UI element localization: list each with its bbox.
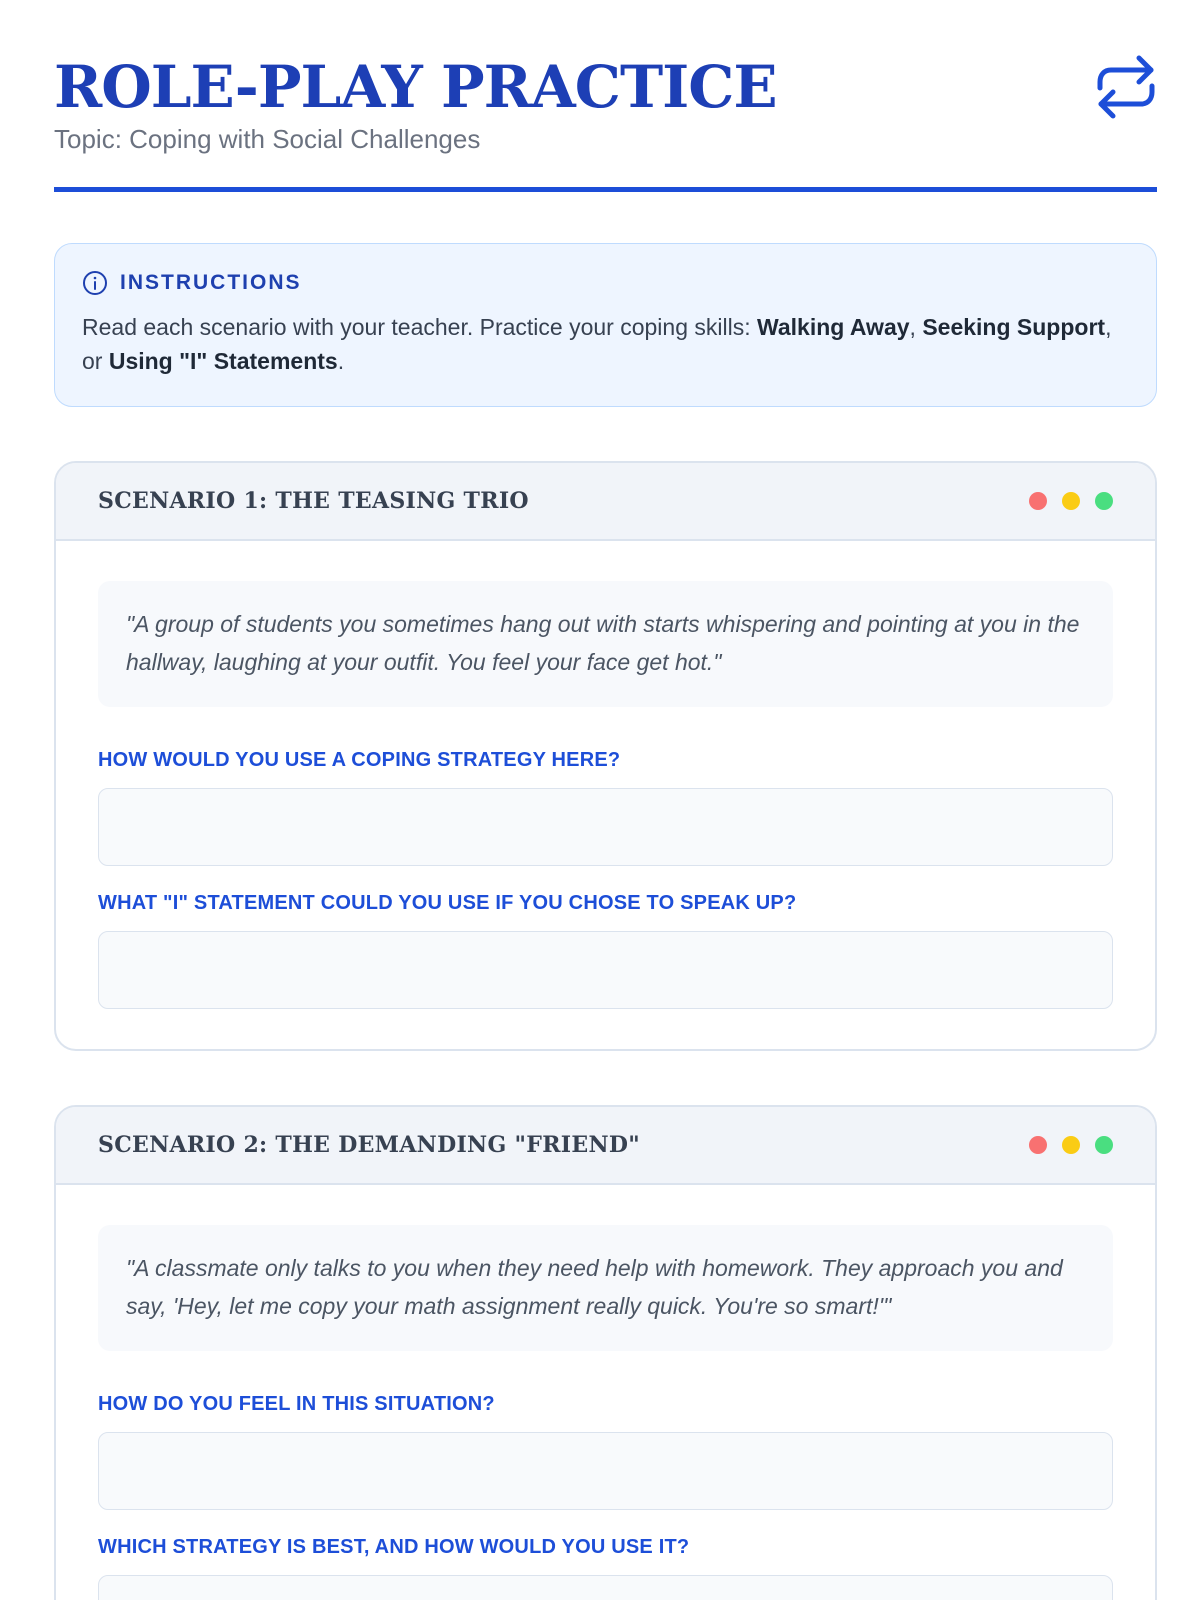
red-dot xyxy=(1029,492,1047,510)
skill-i-statements: Using "I" Statements xyxy=(108,348,338,374)
scenario-title: SCENARIO 1: THE TEASING TRIO xyxy=(98,488,529,514)
question-label: WHAT "I" STATEMENT COULD YOU USE IF YOU CHOSE TO SPEAK UP? xyxy=(98,892,797,914)
question-label: HOW DO YOU FEEL IN THIS SITUATION? xyxy=(98,1393,495,1415)
scenario-title: SCENARIO 2: THE DEMANDING "FRIEND" xyxy=(98,1132,640,1158)
page-header xyxy=(54,0,1157,192)
instructions-sep-2: , or xyxy=(82,314,1112,374)
answer-input[interactable] xyxy=(98,1432,1113,1510)
answer-input[interactable] xyxy=(98,1575,1113,1600)
scenario-card-body xyxy=(56,1185,1155,1600)
instructions-header xyxy=(82,270,1129,296)
scenario-card-header xyxy=(56,463,1155,541)
red-dot xyxy=(1029,1136,1047,1154)
window-dots xyxy=(1029,1136,1113,1154)
scenario-quote: "A group of students you sometimes hang out with starts whispering and pointing at you in the hallway, laughing at your outfit. You feel your face get hot." xyxy=(98,581,1113,707)
skill-walking-away: Walking Away xyxy=(757,314,910,340)
page-subtitle: Topic: Coping with Social Challenges xyxy=(54,124,481,154)
skill-seeking-support: Seeking Support xyxy=(922,314,1106,340)
instructions-panel xyxy=(54,243,1157,407)
answer-input[interactable] xyxy=(98,931,1113,1009)
page-title: ROLE-PLAY PRACTICE xyxy=(54,53,777,121)
instructions-text-suffix: . xyxy=(337,348,345,374)
green-dot xyxy=(1095,1136,1113,1154)
yellow-dot xyxy=(1062,492,1080,510)
info-icon xyxy=(82,270,108,296)
answer-input[interactable] xyxy=(98,788,1113,866)
instructions-text-prefix: Read each scenario with your teacher. Practice your coping skills: xyxy=(82,314,757,340)
instructions-text xyxy=(82,310,1129,378)
question-label: WHICH STRATEGY IS BEST, AND HOW WOULD YOU USE IT? xyxy=(98,1536,690,1558)
window-dots xyxy=(1029,492,1113,510)
scenario-card-1 xyxy=(54,461,1157,1051)
scenario-card-2 xyxy=(54,1105,1157,1600)
yellow-dot xyxy=(1062,1136,1080,1154)
instructions-title: INSTRUCTIONS xyxy=(120,271,302,294)
scenario-quote: "A classmate only talks to you when they need help with homework. They approach you and say, 'Hey, let me copy your math assignment really quick. You're so smart!'" xyxy=(98,1225,1113,1351)
scenario-card-body xyxy=(56,541,1155,1049)
instructions-sep-1: , xyxy=(909,314,923,340)
green-dot xyxy=(1095,492,1113,510)
question-label: HOW WOULD YOU USE A COPING STRATEGY HERE? xyxy=(98,749,621,771)
swap-arrows-icon[interactable] xyxy=(1095,54,1157,120)
scenario-card-header xyxy=(56,1107,1155,1185)
